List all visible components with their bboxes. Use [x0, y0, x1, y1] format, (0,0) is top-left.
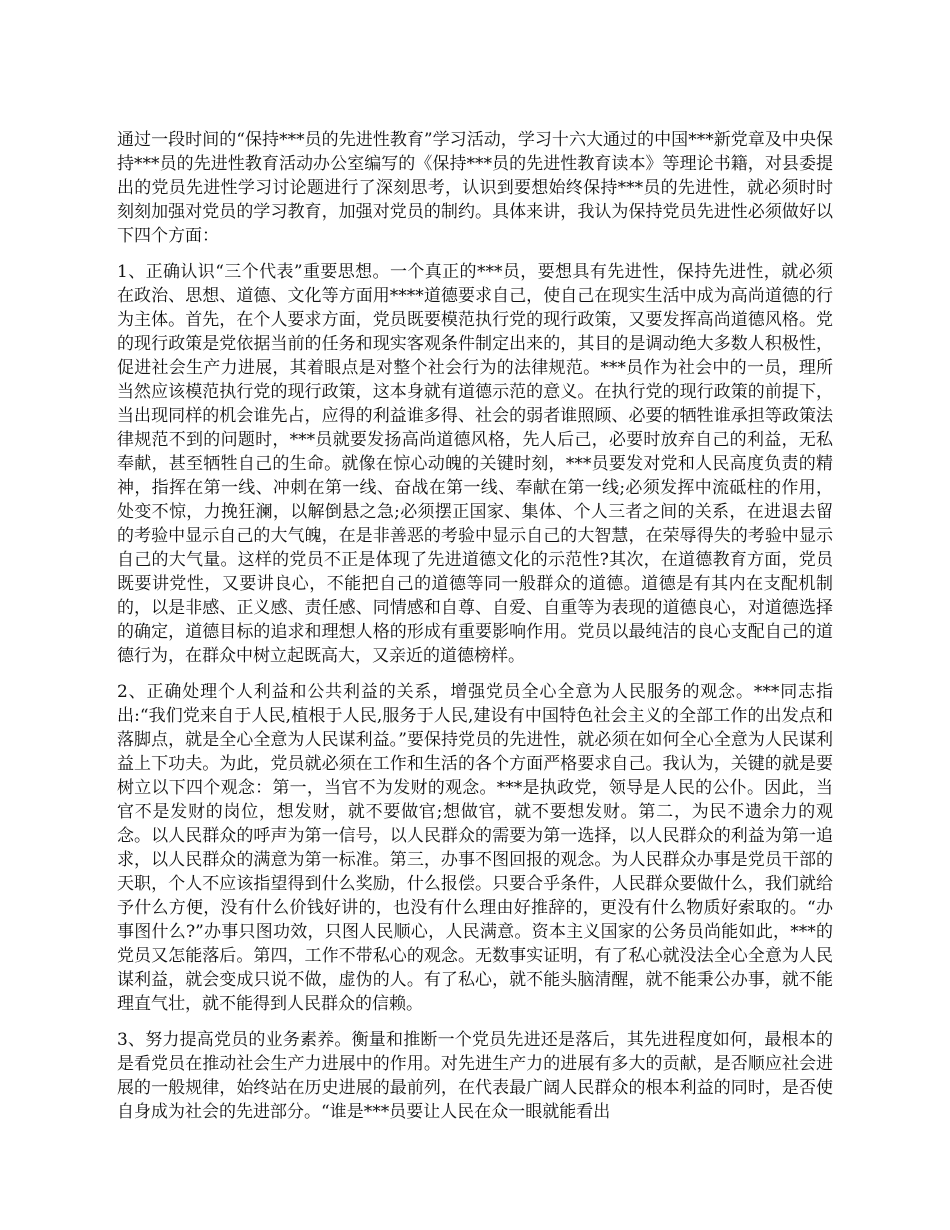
section-3-paragraph: 3、努力提高党员的业务素养。衡量和推断一个党员先进还是落后，其先进程度如何，最根本的是看党员在推动社会生产力进展中的作用。对先进生产力的进展有多大的贡献，是否顺应社会进展的一般规律，始终站在历史进展的最前列，在代表最广阔人民群众的根本利益的同时，是否使自身成为社会的先进部分。“谁是***员要让人民在众一眼就能看出 [117, 1030, 833, 1122]
document-body [117, 128, 833, 1136]
section-1-paragraph: 1、正确认识“三个代表”重要思想。一个真正的***员，要想具有先进性，保持先进性，就必须在政治、思想、道德、文化等方面用****道德要求自己，使自己在现实生活中成为高尚道德的行为主体。首先，在个人要求方面，党员既要模范执行党的现行政策，又要发挥高尚道德风格。党的现行政策是党依据当前的任务和现实客观条件制定出来的，其目的是调动绝大多数人积极性，促进社会生产力进展，其着眼点是对整个社会行为的法律规范。***员作为社会中的一员，理所当然应该模范执行党的现行政策，这本身就有道德示范的意义。在执行党的现行政策的前提下，当出现同样的机会谁先占，应得的利益谁多得、社会的弱者谁照顾、必要的牺牲谁承担等政策法律规范不到的问题时，***员就要发扬高尚道德风格，先人后己，必要时放弃自己的利益，无私奉献，甚至牺牲自己的生命。就像在惊心动魄的关键时刻，***员要发对党和人民高度负责的精神，指挥在第一线、冲刺在第一线、奋战在第一线、奉献在第一线;必须发挥中流砥柱的作用，处变不惊，力挽狂澜，以解倒悬之急;必须摆正国家、集体、个人三者之间的关系，在进退去留的考验中显示自己的大气魄，在是非善恶的考验中显示自己的大智慧，在荣辱得失的考验中显示自己的大气量。这样的党员不正是体现了先进道德文化的示范性?其次，在道德教育方面，党员既要讲党性，又要讲良心，不能把自己的道德等同一般群众的道德。道德是有其内在支配机制的，以是非感、正义感、责任感、同情感和自尊、自爱、自重等为表现的道德良心，对道德选择的确定，道德目标的追求和理想人格的形成有重要影响作用。党员以最纯洁的良心支配自己的道德行为，在群众中树立起既高大，又亲近的道德榜样。 [117, 262, 833, 666]
intro-paragraph: 通过一段时间的“保持***员的先进性教育”学习活动，学习十六大通过的中国***新党章及中央保持***员的先进性教育活动办公室编写的《保持***员的先进性教育读本》等理论书籍，对县委提出的党员先进性学习讨论题进行了深刻思考，认识到要想始终保持***员的先进性，就必须时时刻刻加强对党员的学习教育，加强对党员的制约。具体来讲，我认为保持党员先进性必须做好以下四个方面： [117, 130, 833, 246]
section-2-paragraph: 2、正确处理个人利益和公共利益的关系，增强党员全心全意为人民服务的观念。***同志指出:“我们党来自于人民,植根于人民,服务于人民,建设有中国特色社会主义的全部工作的出发点和落脚点，就是全心全意为人民谋利益。”要保持党员的先进性，就必须在如何全心全意为人民谋利益上下功夫。为此，党员就必须在工作和生活的各个方面严格要求自己。我认为，关键的就是要树立以下四个观念：第一，当官不为发财的观念。***是执政党，领导是人民的公仆。因此，当官不是发财的岗位，想发财，就不要做官;想做官，就不要想发财。第二，为民不遗余力的观念。以人民群众的呼声为第一信号，以人民群众的需要为第一选择，以人民群众的利益为第一追求，以人民群众的满意为第一标准。第三，办事不图回报的观念。为人民群众办事是党员干部的天职，个人不应该指望得到什么奖励，什么报偿。只要合乎条件，人民群众要做什么，我们就给予什么方便，没有什么价钱好讲的，也没有什么理由好推辞的，更没有什么物质好索取的。“办事图什么?”办事只图功效，只图人民顺心，人民满意。资本主义国家的公务员尚能如此，***的党员又怎能落后。第四，工作不带私心的观念。无数事实证明，有了私心就没法全心全意为人民谋利益，就会变成只说不做，虚伪的人。有了私心，就不能头脑清醒，就不能秉公办事，就不能理直气壮，就不能得到人民群众的信赖。 [117, 682, 833, 1014]
